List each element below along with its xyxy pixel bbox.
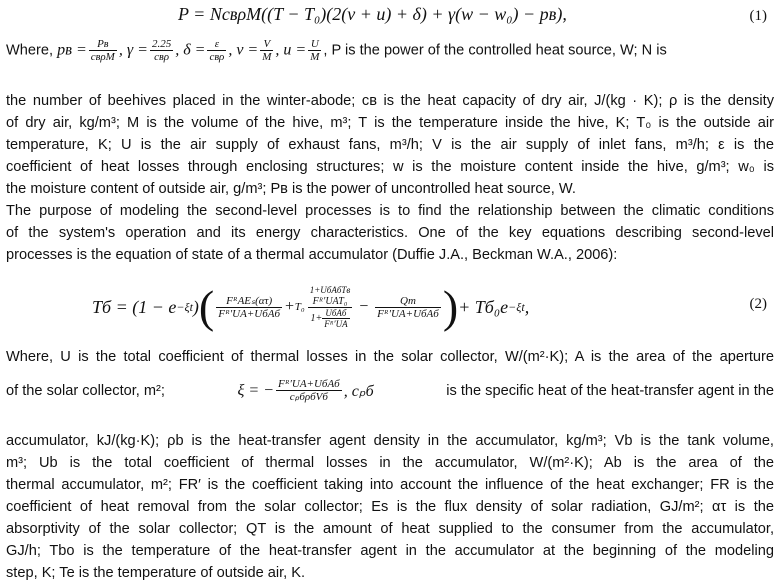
paragraph-1-line-3: temperature, K; U is the air supply of exhaust fans, m³/h; V is the air supply of inlet fans, m³/h; ε is the [6,137,774,153]
equation-2: Tб = (1 − e −ξt ) ( $\frac{\text{FᴿAEₛ(ατ)}}{\text{Fᴿ′UA+UбAб}}$ + T₀ 1+UбAбTв Fᴿ′UAT₀ 1+ $\frac{\text{UбAб}}{\text{Fᴿ′UA}}$ − $\frac{Qт}{\text{Fᴿ′UA+UбAб}}$ ) + Tб₀e −ξt , [92,281,530,332]
equation-1-number: (1) [749,8,767,24]
fraction-gamma: $\frac{2.25}{\text{cʙρ}}$ [151,38,172,63]
paragraph-1-line-2: of dry air, kg/m³; M is the volume of the hive, m³; T is the temperature inside the hive, K; T₀ is the outside air [6,115,774,131]
eq2-fraction-3: $\frac{Qт}{\text{Fᴿ′UA+UбAб}}$ [377,294,439,320]
fraction-pB: $\frac{\text{Pʙ}}{\text{cʙρM}}$ [90,38,115,63]
eq2-fraction-2: 1+UбAбTв Fᴿ′UAT₀ 1+ $\frac{\text{UбAб}}{\text{Fᴿ′UA}}$ [309,285,351,329]
paragraph-3-line-9: step, K; Te is the temperature of outside air, K. [6,565,306,581]
paragraph-1-line-5: the moisture content of outside air, g/m³; Pʙ is the power of uncontrolled heat source, W. [6,181,576,197]
paragraph-1-line-4: coefficient of heat losses through enclosing structures; w is the moisture content inside the hive, g/m³; w₀ is [6,159,774,175]
equation-2-number: (2) [749,296,767,312]
paragraph-3-line-7: absorptivity of the solar collector; QT is the amount of heat supplied to the consumer from the accumulator, [6,521,774,537]
fraction-v: $\frac{V}{M}$ [262,38,272,63]
paragraph-3-line-4: m³; Ub is the total coefficient of thermal losses in the accumulator, W/(m²·K); Ab is the area of the [6,455,774,471]
paragraph-2-line-1: The purpose of modeling the second-level processes is to find the relationship between the climatic conditions [6,203,774,219]
equation-1: P = NcʙρM((T − T₀)(2(v + u) + δ) + γ(w − w₀) − pʙ), [178,4,567,24]
paragraph-3-line-5: thermal accumulator, m²; FR′ is the coefficient taking into account the influence of the heat exchanger; FR is the [6,477,774,493]
paragraph-2-line-3: processes is the equation of state of a thermal accumulator (Duffie J.A., Beckman W.A., 2006): [6,247,618,263]
paragraph-3-line-3: accumulator, kJ/(kg·K); ρb is the heat-transfer agent density in the accumulator, kg/m³; Vb is the tank volume, [6,433,774,449]
paragraph-3-line-8: GJ/h; Tbo is the temperature of the heat-transfer agent in the accumulator at the beginning of the modeling [6,543,774,559]
fraction-xi: $\frac{\text{Fᴿ′UA+UбAб}}{\text{cₚбρбVб}}$ [277,378,340,403]
paragraph-3-line-6: coefficient of heat removal from the solar collector; Es is the flux density of solar radiation, GJ/m²; ατ is the [6,499,774,515]
fraction-delta: $\frac{\varepsilon}{\text{cʙρ}}$ [209,38,225,63]
paragraph-2-line-2: of the system's operation and its energy characteristics. One of the key equations describing second-level [6,225,774,241]
paragraph-3-line-1: Where, U is the total coefficient of thermal losses in the solar collector, W/(m²·K); A is the area of the aperture [6,349,774,365]
where-definitions-1: Where, pʙ = $\frac{\text{Pʙ}}{\text{cʙρM}}$ , γ = $\frac{2.25}{\text{cʙρ}}$ , δ = $\frac{\varepsilon}{\text{cʙρ}}$ , v = $\frac{V}{M}$ , u = $\frac{U}{M}$ , P is the power of the controlled heat source, W; N is [6,38,667,63]
paragraph-1-line-1: the number of beehives placed in the winter-abode; cʙ is the heat capacity of dry air, J/(kg · K); ρ is the density [6,93,774,109]
where-definitions-2: of the solar collector, m²; ξ = − $\frac{\text{Fᴿ′UA+UбAб}}{\text{cₚбρбVб}}$ , cₚб is the specific heat of the heat-transfer agent in the [6,378,774,403]
eq2-fraction-1: $\frac{\text{FᴿAEₛ(ατ)}}{\text{Fᴿ′UA+UбAб}}$ [218,294,280,320]
fraction-u: $\frac{U}{M}$ [310,38,320,63]
